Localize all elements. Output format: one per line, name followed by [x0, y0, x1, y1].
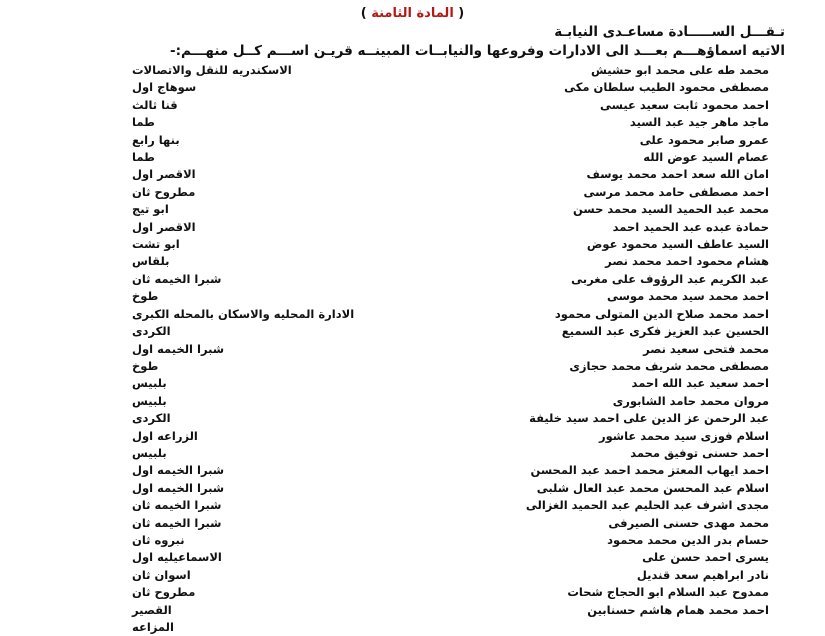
cell-name: حمادة عبده عبد الحميد احمد [612, 219, 769, 234]
cell-place: اسوان ثان [132, 567, 191, 582]
cell-place: طوخ [132, 289, 159, 304]
table-row [14, 462, 811, 479]
cell-name: مصطفى محمود الطيب سلطان مكى [564, 80, 769, 95]
cell-name: يسرى احمد حسن على [642, 550, 769, 565]
table-row [14, 132, 811, 149]
table-row [14, 567, 811, 584]
cell-name: عمرو صابر محمود على [639, 132, 769, 147]
table-row [14, 323, 811, 340]
cell-name: مجدى اشرف عبد الحليم عبد الحميد الغزالى [525, 498, 769, 513]
cell-name: احمد مصطفى حامد محمد مرسى [583, 184, 769, 199]
table-row [14, 236, 811, 253]
article-heading [14, 6, 811, 21]
table-row [14, 201, 811, 218]
cell-place: قنا ثالث [132, 97, 178, 112]
table-row [14, 79, 811, 96]
cell-place: نبروه ثان [132, 532, 185, 547]
cell-name: احمد ايهاب المعتز محمد احمد عبد المحسن [530, 463, 769, 478]
table-row [14, 271, 811, 288]
table-row [14, 288, 811, 305]
cell-place: بلبيس [132, 376, 167, 391]
cell-place: بلبيس [132, 393, 167, 408]
cell-place: بنها رابع [132, 132, 180, 147]
table-row [14, 480, 811, 497]
cell-name: اسلام عبد المحسن محمد عبد العال شلبى [536, 480, 769, 495]
cell-place: شبرا الخيمه ثان [132, 498, 222, 513]
table-row [14, 219, 811, 236]
cell-place: المزاعه [132, 620, 174, 634]
heading-close-paren: ) [360, 6, 372, 21]
cell-place: طما [132, 150, 155, 165]
table-row [14, 584, 811, 601]
cell-name: هشام محمود احمد محمد نصر [605, 254, 769, 269]
table-row [14, 62, 811, 79]
table-row [14, 358, 811, 375]
table-row [14, 410, 811, 427]
cell-name: احمد محمد سيد محمد موسى [606, 289, 769, 304]
cell-name [420, 619, 811, 636]
table-row [14, 515, 811, 532]
table-row [14, 375, 811, 392]
cell-place: شبرا الخيمه ثان [132, 271, 222, 286]
intro-line-2: الاتيه اسماؤهـــم بعـــد الى الادارات وفروعها والنيابــات المبينــه قريـن اســـم كــل منهـــم:- [169, 43, 785, 59]
cell-place: الزراعه اول [132, 428, 198, 443]
intro-block [14, 24, 811, 60]
table-row [14, 97, 811, 114]
cell-name: محمد مهدى حسنى الصيرفى [608, 515, 769, 530]
cell-name: عبد الكريم عبد الرؤوف على مغربى [571, 271, 769, 286]
assignments-table-body [14, 62, 811, 636]
cell-place: شبرا الخيمه اول [132, 463, 225, 478]
cell-name: احمد حسنى توفيق محمد [630, 445, 769, 460]
table-row [14, 393, 811, 410]
cell-name: امان الله سعد احمد محمد يوسف [586, 167, 769, 182]
table-row [14, 184, 811, 201]
cell-name: السيد عاطف السيد محمود عوض [586, 237, 769, 252]
cell-place: مطروح ثان [132, 184, 196, 199]
table-row [14, 341, 811, 358]
cell-place: الاسكندريه للنقل والاتصالات [132, 63, 292, 77]
cell-name: احمد محمد صلاح الدين المتولى محمود [554, 306, 769, 321]
table-row [14, 602, 811, 619]
intro-line-1: تـقـــل الســـــادة مساعـدى النيابـة [554, 24, 785, 40]
cell-place: الادارة المحليه والاسكان بالمحله الكبرى [132, 306, 355, 321]
cell-name: احمد محمد همام هاشم حسنابين [587, 602, 769, 617]
cell-name: اسلام فوزى سيد محمد عاشور [598, 428, 769, 443]
table-row [14, 549, 811, 566]
article-title: المادة الثامنة [371, 6, 454, 21]
cell-name: محمد فتحى سعيد نصر [643, 341, 769, 356]
cell-name: ممدوح عبد السلام ابو الحجاج شحات [567, 585, 769, 600]
cell-place: ابو تشت [132, 237, 180, 252]
cell-place: الاسماعيليه اول [132, 550, 222, 565]
cell-name: الحسين عبد العزيز فكرى عبد السميع [561, 324, 769, 339]
cell-name: احمد سعيد عبد الله احمد [631, 376, 769, 391]
cell-name: محمد طه على محمد ابو حشيش [591, 63, 769, 77]
table-row [14, 253, 811, 270]
cell-place: سوهاج اول [132, 80, 197, 95]
table-row [14, 619, 811, 636]
cell-name: حسام بدر الدين محمد محمود [607, 532, 769, 547]
cell-name: احمد محمود ثابت سعيد عيسى [600, 97, 769, 112]
cell-name: عصام السيد عوض الله [643, 150, 769, 165]
heading-open-paren: ( [453, 6, 465, 21]
cell-place: الكردى [132, 324, 171, 339]
cell-name: ماجد ماهر جيد عبد السيد [629, 115, 769, 130]
cell-place: طوخ [132, 358, 159, 373]
table-row [14, 166, 811, 183]
table-row [14, 149, 811, 166]
cell-name: مصطفى محمد شريف محمد حجازى [569, 358, 769, 373]
cell-place: الكردى [132, 411, 171, 426]
cell-name: نادر ابراهيم سعد قنديل [636, 567, 769, 582]
assignments-table [14, 62, 811, 636]
cell-name: مروان محمد حامد الشابورى [612, 393, 769, 408]
cell-place: شبرا الخيمه ثان [132, 515, 222, 530]
cell-place: بلقاس [132, 254, 170, 269]
cell-place: الاقصر اول [132, 219, 196, 234]
cell-place: الاقصر اول [132, 167, 196, 182]
cell-place: طما [132, 115, 155, 130]
cell-place: مطروح ثان [132, 585, 196, 600]
cell-place: شبرا الخيمه اول [132, 480, 225, 495]
table-row [14, 445, 811, 462]
table-row [14, 306, 811, 323]
cell-name: محمد عبد الحميد السيد محمد حسن [573, 202, 769, 217]
table-row [14, 532, 811, 549]
cell-place: ابو تيج [132, 202, 169, 217]
cell-name: عبد الرحمن عز الدين على احمد سيد خليفة [529, 411, 769, 426]
cell-place: بلبيس [132, 445, 167, 460]
cell-place: القصير [132, 602, 172, 617]
cell-place: شبرا الخيمه اول [132, 341, 225, 356]
table-row [14, 428, 811, 445]
table-row [14, 114, 811, 131]
